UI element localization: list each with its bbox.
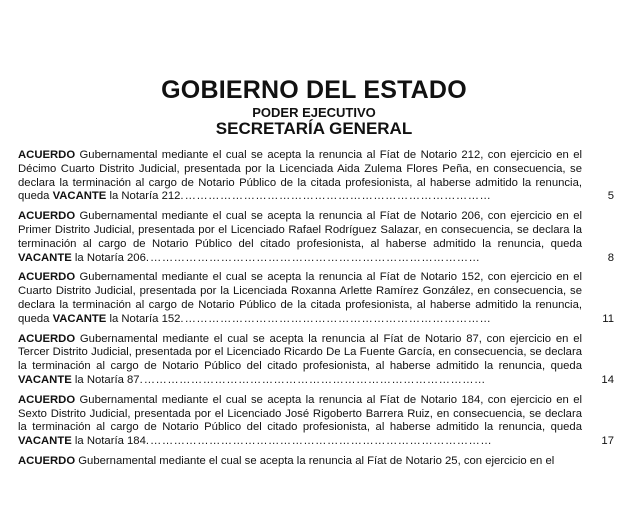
entry-vacante: VACANTE xyxy=(18,251,72,264)
entry-vacante: VACANTE xyxy=(18,373,72,386)
entry-vacante: VACANTE xyxy=(52,190,107,203)
entry-tail: la Notaría 184. xyxy=(71,435,150,448)
leader-dots: …………………………………………………………………… xyxy=(184,312,492,325)
entry-page-number: 11 xyxy=(602,312,614,325)
index-entries xyxy=(18,149,614,475)
entry-label: ACUERDO xyxy=(18,210,76,223)
index-entry[interactable] xyxy=(18,149,614,204)
entry-vacante: VACANTE xyxy=(52,312,107,325)
entry-body: Gubernamental mediante el cual se acepta la renuncia al Fíat de Notario 25, con ejercicio en el xyxy=(75,454,555,467)
entry-text xyxy=(18,394,582,449)
entry-label: ACUERDO xyxy=(18,332,76,345)
entry-text xyxy=(18,333,582,388)
page-secretariat: SECRETARÍA GENERAL xyxy=(215,119,413,138)
entry-page-number: 5 xyxy=(607,190,614,203)
page-title: GOBIERNO DEL ESTADO xyxy=(161,76,467,104)
entry-tail: la Notaría 206. xyxy=(71,251,150,264)
index-entry[interactable] xyxy=(18,333,614,388)
leader-dots: ………………………………………………………………………… xyxy=(150,251,481,264)
entry-text xyxy=(18,271,582,326)
entry-body: Gubernamental mediante el cual se acepta la renuncia al Fíat de Notario 184, con ejercicio en el Sexto Distrito Judicial, presentada por el Licenciado José Rigoberto Barrera Ruiz, en consecuencia, se declara la terminación al cargo de Notario Público del citado profesionista, al haberse admitido la renuncia, queda xyxy=(18,393,582,434)
page-subtitle: PODER EJECUTIVO xyxy=(252,105,376,120)
entry-label: ACUERDO xyxy=(18,393,76,406)
index-entry[interactable] xyxy=(18,271,614,326)
entry-body: Gubernamental mediante el cual se acepta la renuncia al Fíat de Notario 212, con ejercicio en el Décimo Cuarto Distrito Judicial, presentada por la Licenciada Aida Zulema Flores Peña, en consecuencia, se declara la terminación al cargo de Notario Público de la citada profesionista, al haberse admitido la renuncia, queda xyxy=(18,149,582,203)
entry-text xyxy=(18,210,582,265)
entry-page-number: 8 xyxy=(607,251,614,264)
index-entry[interactable] xyxy=(18,455,614,469)
leader-dots: …………………………………………………………………………… xyxy=(143,373,486,386)
entry-label: ACUERDO xyxy=(18,454,76,467)
index-entry[interactable] xyxy=(18,210,614,265)
entry-text xyxy=(18,455,582,469)
entry-label: ACUERDO xyxy=(18,271,76,284)
leader-dots: …………………………………………………………………………… xyxy=(150,435,493,448)
entry-text xyxy=(18,149,582,204)
entry-page-number: 17 xyxy=(601,435,614,448)
entry-body: Gubernamental mediante el cual se acepta la renuncia al Fíat de Notario 206, con ejercicio en el Primer Distrito Judicial, presentada por el Licenciado Rafael Rodríguez Salazar, en consecuencia, se declara la terminación al cargo de Notario Público del citado profesionista, al haberse admitido la renuncia, queda xyxy=(18,210,582,250)
entry-tail: la Notaría 87. xyxy=(71,373,143,386)
entry-label: ACUERDO xyxy=(18,149,76,161)
entry-tail: la Notaría 152. xyxy=(106,312,184,325)
entry-tail: la Notaría 212. xyxy=(106,190,184,203)
entry-vacante: VACANTE xyxy=(18,435,72,448)
entry-page-number: 14 xyxy=(601,373,614,386)
entry-body: Gubernamental mediante el cual se acepta la renuncia al Fíat de Notario 87, con ejercicio en el Tercer Distrito Judicial, presentada por el Licenciado Ricardo De La Fuente García, en consecuencia, se declara la terminación al cargo de Notario Público del citado profesionista, al haberse admitido la renuncia, queda xyxy=(18,332,582,373)
entry-body: Gubernamental mediante el cual se acepta la renuncia al Fíat de Notario 152, con ejercicio en el Cuarto Distrito Judicial, presentada por la Licenciada Roxanna Arlette Ramírez González, en consecuencia, se declara la terminación al cargo de Notario Público de la citada profesionista, al haberse admitido la renuncia, queda xyxy=(18,271,582,325)
leader-dots: …………………………………………………………………… xyxy=(184,190,492,203)
index-entry[interactable] xyxy=(18,394,614,449)
